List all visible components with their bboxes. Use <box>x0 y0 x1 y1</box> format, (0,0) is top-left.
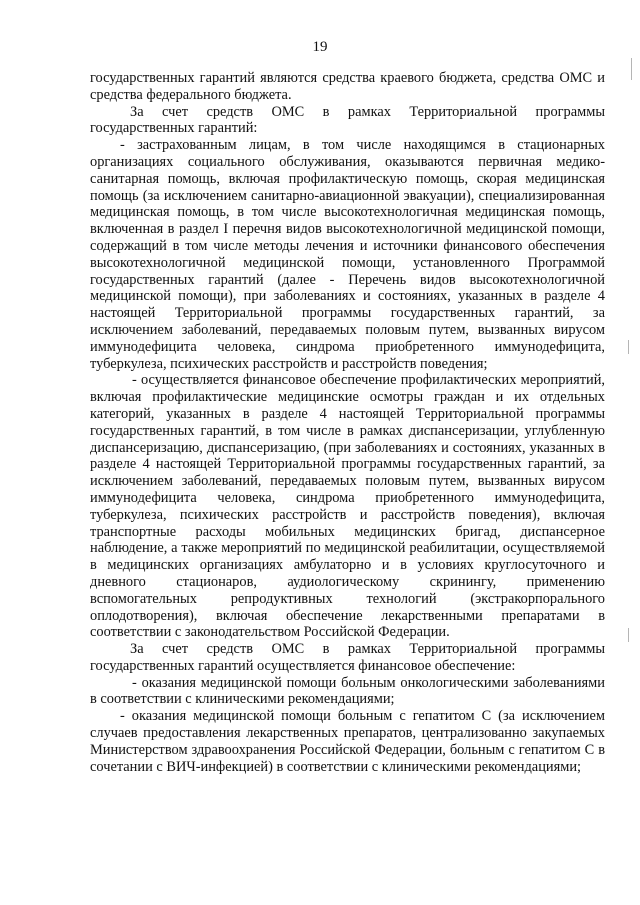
list-item-insured-care: - застрахованным лицам, в том числе находящимся в стационарных организациях социального обслуживания, оказываются первичная медико-санитарная помощь, включая профилактическую помощь, скорая медицинская помощь (за исключением санитарно-авиационной эвакуации), специализированная медицинская помощь, в том числе высокотехнологичная медицинская помощь, включенная в раздел I перечня видов высокотехнологичной медицинской помощи, содержащий в том числе методы лечения и источники финансового обеспечения высокотехнологичной медицинской помощи, установленного Программой государственных гарантий (далее - Перечень видов высокотехнологичной медицинской помощи), при заболеваниях и состояниях, указанных в разделе 4 настоящей Территориальной программы государственных гарантий, за исключением заболеваний, передаваемых половым путем, вызванных вирусом иммунодефицита человека, синдрома приобретенного иммунодефицита, туберкулеза, психических расстройств и расстройств поведения; <box>90 137 605 372</box>
list-item-hepatitis-c: - оказания медицинской помощи больным с гепатитом С (за исключением случаев предоставления лекарственных препаратов, централизованно закупаемых Министерством здравоохранения Российской Федерации, больным с гепатитом С в сочетании с ВИЧ-инфекцией) в соответствии с клиническими рекомендациями; <box>90 708 605 775</box>
paragraph-oms-financing: За счет средств ОМС в рамках Территориальной программы государственных гарантий осуществляется финансовое обеспечение: <box>90 641 605 674</box>
scan-margin-mark <box>628 628 629 642</box>
paragraph-funding-sources: государственных гарантий являются средства краевого бюджета, средства ОМС и средства федерального бюджета. <box>90 70 605 103</box>
document-body <box>90 70 605 775</box>
page-number: 19 <box>312 39 328 55</box>
list-item-oncology: - оказания медицинской помощи больным онкологическими заболеваниями в соответствии с клиническими рекомендациями; <box>90 674 605 708</box>
list-item-preventive-measures: - осуществляется финансовое обеспечение профилактических мероприятий, включая профилактические медицинские осмотры граждан и их отдельных категорий, указанных в разделе 4 настоящей Территориальной программы государственных гарантий, в том числе в рамках диспансеризации, углубленную диспансеризацию, диспансеризацию, (при заболеваниях и состояниях, указанных в разделе 4 настоящей Территориальной программы государственных гарантий, за исключением заболеваний, передаваемых половым путем, вызванных вирусом иммунодефицита человека, синдрома приобретенного иммунодефицита, туберкулеза, психических расстройств и расстройств поведения), включая транспортные расходы мобильных медицинских бригад, диспансерное наблюдение, а также мероприятий по медицинской реабилитации, осуществляемой в медицинских организациях амбулаторно и в условиях круглосуточного и дневного стационаров, аудиологическому скринингу, применению вспомогательных репродуктивных технологий (экстракорпорального оплодотворения), включая обеспечение лекарственными препаратами в соответствии с законодательством Российской Федерации. <box>90 372 605 641</box>
scan-margin-mark <box>628 340 629 354</box>
scan-margin-mark <box>631 58 632 80</box>
paragraph-oms-intro: За счет средств ОМС в рамках Территориальной программы государственных гарантий: <box>90 103 605 137</box>
